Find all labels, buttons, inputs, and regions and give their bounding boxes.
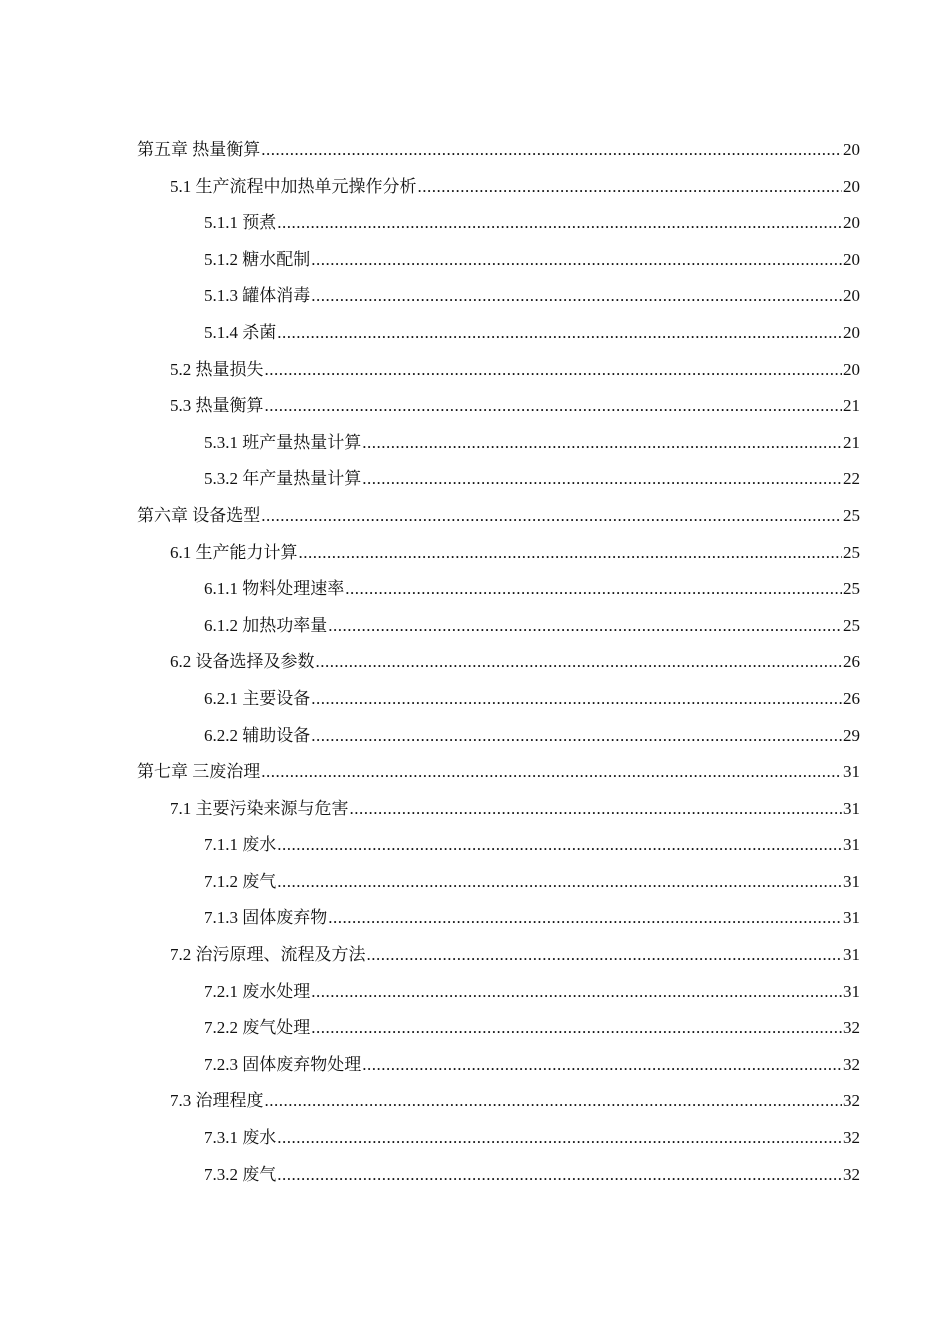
table-of-contents	[137, 132, 860, 1193]
toc-entry-page: 31	[843, 762, 860, 782]
toc-entry[interactable]	[137, 315, 860, 352]
toc-entry[interactable]	[137, 937, 860, 974]
dot-leader	[261, 132, 842, 169]
toc-entry-page: 31	[843, 798, 860, 818]
toc-entry-page: 32	[843, 1054, 860, 1074]
toc-entry[interactable]	[137, 1010, 860, 1047]
toc-entry-title: 5.1.3 罐体消毒	[204, 286, 311, 306]
toc-entry-page: 25	[843, 615, 860, 635]
toc-entry-title: 7.1.3 固体废弃物	[204, 908, 328, 928]
dot-leader	[261, 498, 842, 535]
toc-entry-title: 7.2.1 废水处理	[204, 981, 311, 1001]
dot-leader	[311, 242, 842, 279]
dot-leader	[328, 608, 842, 645]
toc-entry-title: 7.2.3 固体废弃物处理	[204, 1054, 362, 1074]
dot-leader	[362, 461, 842, 498]
toc-entry-title: 第五章 热量衡算	[137, 140, 261, 159]
toc-entry[interactable]	[137, 900, 860, 937]
toc-entry-title: 6.1.1 物料处理速率	[204, 579, 345, 599]
toc-entry[interactable]	[137, 388, 860, 425]
toc-entry-title: 5.3.1 班产量热量计算	[204, 432, 362, 452]
toc-entry-page: 25	[843, 579, 860, 599]
toc-entry[interactable]	[137, 1120, 860, 1157]
dot-leader	[277, 864, 842, 901]
toc-entry-page: 25	[843, 542, 860, 562]
toc-entry-title: 7.3.2 废气	[204, 1164, 277, 1184]
toc-entry-title: 6.2.2 辅助设备	[204, 725, 311, 745]
toc-entry-page: 20	[843, 176, 860, 196]
toc-entry[interactable]	[137, 681, 860, 718]
dot-leader	[265, 388, 843, 425]
dot-leader	[311, 718, 842, 755]
toc-entry[interactable]	[137, 242, 860, 279]
toc-entry[interactable]	[137, 608, 860, 645]
toc-entry-title: 7.2.2 废气处理	[204, 1018, 311, 1038]
toc-entry[interactable]	[137, 571, 860, 608]
dot-leader	[265, 1083, 843, 1120]
toc-entry-page: 21	[843, 396, 860, 416]
dot-leader	[316, 644, 843, 681]
toc-entry-title: 5.1.4 杀菌	[204, 322, 277, 342]
toc-entry-page: 26	[843, 688, 860, 708]
toc-entry-page: 32	[843, 1128, 860, 1148]
toc-entry-title: 7.1 主要污染来源与危害	[170, 798, 349, 818]
toc-entry-title: 5.1.1 预煮	[204, 213, 277, 233]
toc-entry[interactable]	[137, 974, 860, 1011]
dot-leader	[311, 1010, 842, 1047]
toc-entry[interactable]	[137, 169, 860, 206]
toc-entry-page: 32	[843, 1164, 860, 1184]
toc-entry-page: 31	[843, 908, 860, 928]
dot-leader	[345, 571, 842, 608]
toc-entry[interactable]	[137, 278, 860, 315]
toc-entry-page: 25	[843, 505, 860, 525]
dot-leader	[261, 754, 842, 791]
toc-entry[interactable]	[137, 498, 860, 535]
dot-leader	[328, 900, 842, 937]
toc-entry-title: 5.3.2 年产量热量计算	[204, 469, 362, 489]
toc-entry[interactable]	[137, 827, 860, 864]
toc-entry-page: 20	[843, 322, 860, 342]
toc-entry-page: 31	[843, 945, 860, 965]
toc-entry[interactable]	[137, 425, 860, 462]
dot-leader	[277, 827, 842, 864]
dot-leader	[265, 352, 843, 389]
dot-leader	[362, 425, 842, 462]
toc-entry-page: 26	[843, 652, 860, 672]
toc-entry-page: 20	[843, 286, 860, 306]
dot-leader	[277, 315, 842, 352]
toc-entry-title: 第七章 三废治理	[137, 762, 261, 782]
toc-entry[interactable]	[137, 205, 860, 242]
toc-entry-page: 21	[843, 432, 860, 452]
toc-entry-title: 5.3 热量衡算	[170, 396, 264, 416]
dot-leader	[418, 169, 843, 206]
toc-entry-title: 7.1.2 废气	[204, 871, 277, 891]
dot-leader	[299, 535, 843, 572]
toc-entry[interactable]	[137, 644, 860, 681]
toc-entry[interactable]	[137, 718, 860, 755]
toc-entry[interactable]	[137, 1083, 860, 1120]
toc-entry[interactable]	[137, 754, 860, 791]
dot-leader	[277, 1157, 842, 1194]
toc-entry-page: 32	[843, 1091, 860, 1111]
toc-entry-title: 5.2 热量损失	[170, 359, 264, 379]
toc-entry-page: 20	[843, 359, 860, 379]
toc-entry[interactable]	[137, 352, 860, 389]
toc-entry-title: 6.1.2 加热功率量	[204, 615, 328, 635]
toc-entry[interactable]	[137, 1047, 860, 1084]
toc-entry[interactable]	[137, 535, 860, 572]
toc-entry[interactable]	[137, 132, 860, 169]
toc-entry-title: 5.1 生产流程中加热单元操作分析	[170, 176, 417, 196]
toc-entry-title: 7.1.1 废水	[204, 835, 277, 855]
dot-leader	[311, 278, 842, 315]
toc-entry-page: 22	[843, 469, 860, 489]
toc-entry-page: 20	[843, 249, 860, 269]
toc-entry[interactable]	[137, 1157, 860, 1194]
toc-entry[interactable]	[137, 864, 860, 901]
dot-leader	[311, 681, 842, 718]
toc-entry-title: 7.3 治理程度	[170, 1091, 264, 1111]
toc-entry-title: 7.3.1 废水	[204, 1128, 277, 1148]
toc-entry[interactable]	[137, 461, 860, 498]
toc-entry-title: 7.2 治污原理、流程及方法	[170, 945, 366, 965]
toc-entry-page: 31	[843, 871, 860, 891]
dot-leader	[362, 1047, 842, 1084]
toc-entry-page: 20	[843, 213, 860, 233]
dot-leader	[277, 1120, 842, 1157]
toc-entry-page: 31	[843, 981, 860, 1001]
toc-entry-title: 6.2.1 主要设备	[204, 688, 311, 708]
toc-entry-title: 6.1 生产能力计算	[170, 542, 298, 562]
toc-entry-page: 31	[843, 835, 860, 855]
toc-entry-page: 29	[843, 725, 860, 745]
toc-entry-page: 32	[843, 1018, 860, 1038]
dot-leader	[311, 974, 842, 1011]
dot-leader	[350, 791, 843, 828]
dot-leader	[367, 937, 843, 974]
toc-entry-title: 5.1.2 糖水配制	[204, 249, 311, 269]
toc-entry-title: 第六章 设备选型	[137, 505, 261, 525]
dot-leader	[277, 205, 842, 242]
toc-entry-page: 20	[843, 140, 860, 159]
toc-entry[interactable]	[137, 791, 860, 828]
toc-entry-title: 6.2 设备选择及参数	[170, 652, 315, 672]
